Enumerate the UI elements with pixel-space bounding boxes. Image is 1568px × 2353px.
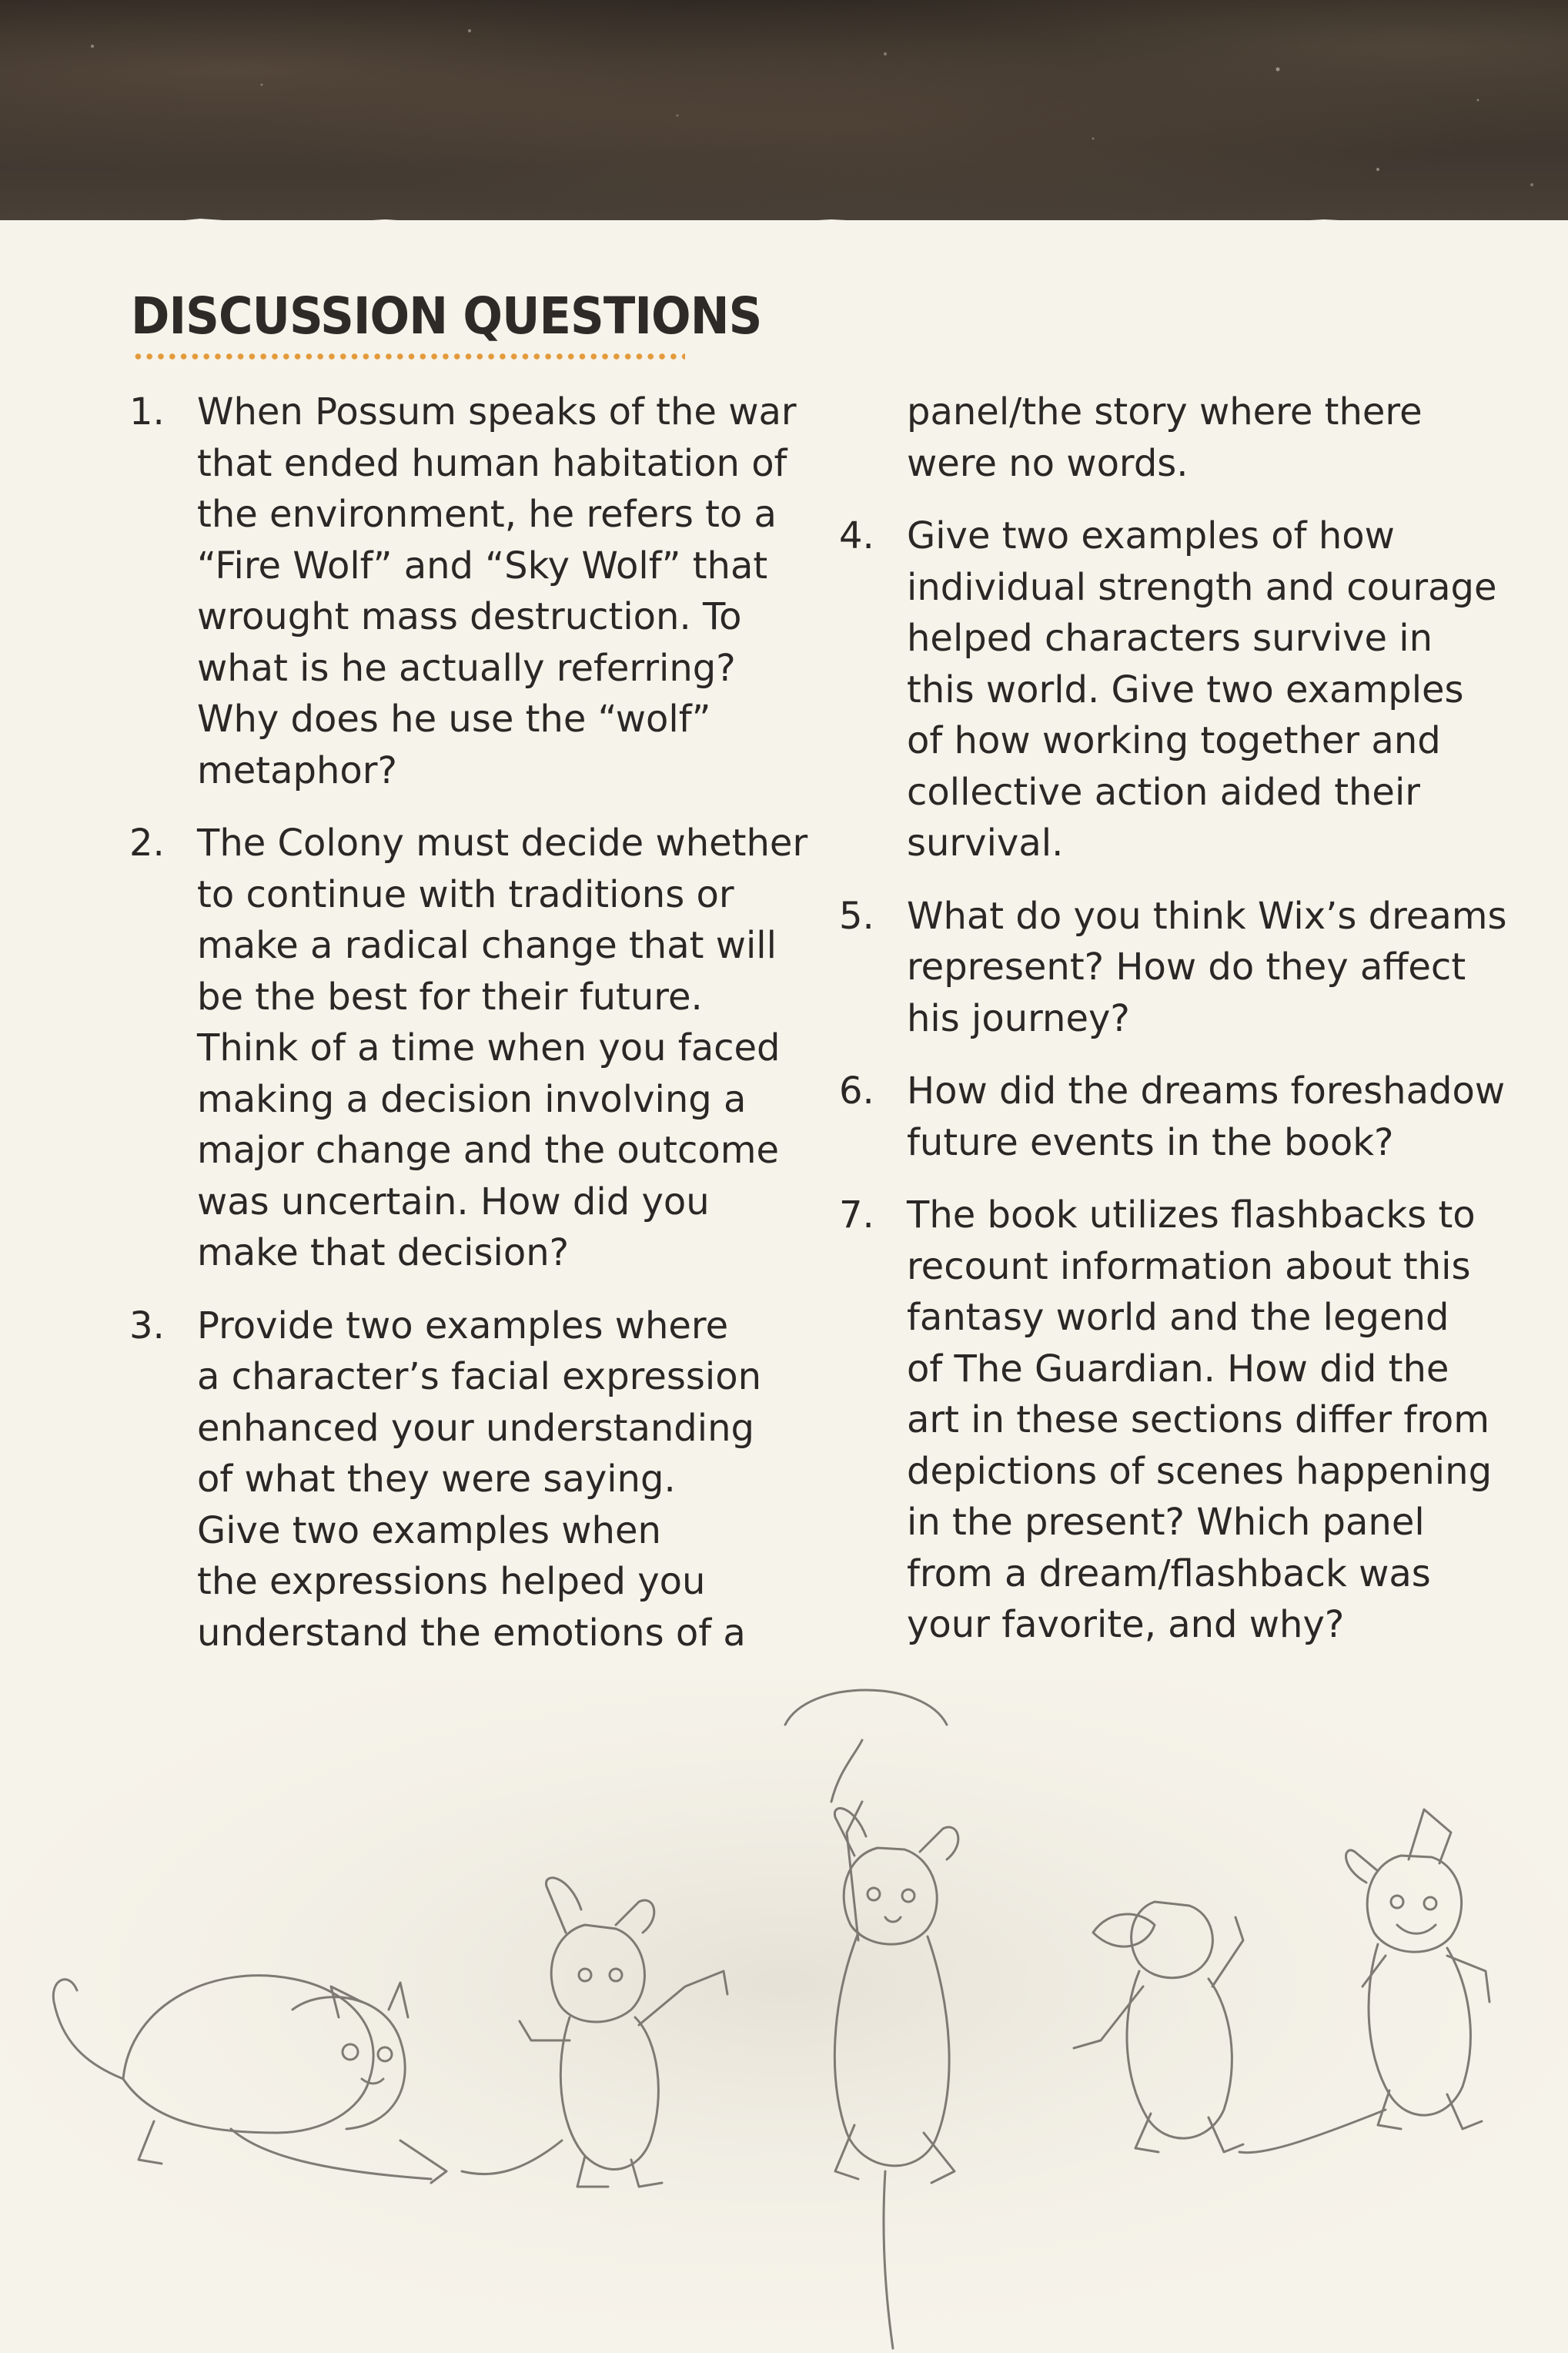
question-line: be the best for their future. xyxy=(197,975,703,1019)
question-line: What do you think Wix’s dreams xyxy=(907,894,1507,938)
question-line: make that decision? xyxy=(197,1231,570,1274)
question-line: recount information about this xyxy=(907,1244,1471,1288)
question-line: in the present? Which panel xyxy=(907,1501,1425,1544)
question-line: that ended human habitation of xyxy=(197,441,787,485)
question-line: were no words. xyxy=(907,441,1189,485)
question-line: art in these sections differ from xyxy=(907,1398,1490,1441)
question-line: the environment, he refers to a xyxy=(197,493,777,536)
question-line: Give two examples when xyxy=(197,1508,661,1552)
question-line: his journey? xyxy=(907,996,1130,1040)
question-line: from a dream/flashback was xyxy=(907,1551,1431,1595)
question-line: Provide two examples where xyxy=(197,1304,729,1347)
question-number: 4. xyxy=(839,514,874,557)
question-line: a character’s facial expression xyxy=(197,1355,762,1398)
starfield-texture xyxy=(0,0,1568,231)
question-line: of how working together and xyxy=(907,719,1441,762)
question-4 xyxy=(839,510,1547,869)
question-number: 6. xyxy=(839,1069,874,1113)
page-title: DISCUSSION QUESTIONS xyxy=(131,286,762,346)
question-line: the expressions helped you xyxy=(197,1560,706,1603)
question-line: major change and the outcome xyxy=(197,1129,780,1172)
question-line: to continue with traditions or xyxy=(197,872,734,916)
question-number: 5. xyxy=(839,894,874,938)
question-number: 2. xyxy=(129,822,165,865)
question-line: How did the dreams foreshadow xyxy=(907,1069,1506,1113)
question-2 xyxy=(129,818,807,1279)
question-line: depictions of scenes happening xyxy=(907,1449,1493,1493)
question-5 xyxy=(839,891,1547,1045)
question-line: metaphor? xyxy=(197,748,397,792)
question-line: helped characters survive in xyxy=(907,617,1433,660)
question-line: enhanced your understanding xyxy=(197,1406,754,1450)
question-line: panel/the story where there xyxy=(907,390,1423,433)
dotted-underline xyxy=(132,353,685,360)
question-number: 1. xyxy=(129,390,165,433)
question-line: The Colony must decide whether xyxy=(197,822,808,865)
question-3 xyxy=(129,1300,807,1659)
mice-sketch-illustration xyxy=(0,1679,1568,2353)
question-line: future events in the book? xyxy=(907,1120,1394,1164)
question-line: When Possum speaks of the war xyxy=(197,390,797,433)
questions-right-column xyxy=(839,387,1547,1672)
question-number: 7. xyxy=(839,1193,874,1237)
questions-left-column xyxy=(129,387,807,1680)
question-line: wrought mass destruction. To xyxy=(197,595,742,638)
question-line: of The Guardian. How did the xyxy=(907,1347,1449,1391)
question-line: making a decision involving a xyxy=(197,1077,747,1121)
question-line: represent? How do they affect xyxy=(907,946,1466,989)
question-line: make a radical change that will xyxy=(197,924,777,967)
question-line: The book utilizes flashbacks to xyxy=(907,1193,1476,1237)
question-line: your favorite, and why? xyxy=(907,1603,1345,1646)
question-line: what is he actually referring? xyxy=(197,646,736,690)
question-line: Give two examples of how xyxy=(907,514,1395,557)
question-line: this world. Give two examples xyxy=(907,668,1464,711)
question-line: was uncertain. How did you xyxy=(197,1180,710,1223)
question-7 xyxy=(839,1190,1547,1651)
question-line: understand the emotions of a xyxy=(197,1611,746,1655)
dark-header-banner xyxy=(0,0,1568,231)
question-line: individual strength and courage xyxy=(907,565,1497,609)
question-line: of what they were saying. xyxy=(197,1458,676,1501)
question-1 xyxy=(129,387,807,796)
question-number: 3. xyxy=(129,1304,165,1347)
question-3-continued xyxy=(839,387,1547,489)
question-line: collective action aided their xyxy=(907,770,1421,814)
question-line: survival. xyxy=(907,822,1064,865)
question-6 xyxy=(839,1066,1547,1168)
question-line: Think of a time when you faced xyxy=(197,1026,781,1069)
question-line: Why does he use the “wolf” xyxy=(197,698,711,741)
question-line: “Fire Wolf” and “Sky Wolf” that xyxy=(197,544,768,587)
question-line: fantasy world and the legend xyxy=(907,1296,1449,1339)
